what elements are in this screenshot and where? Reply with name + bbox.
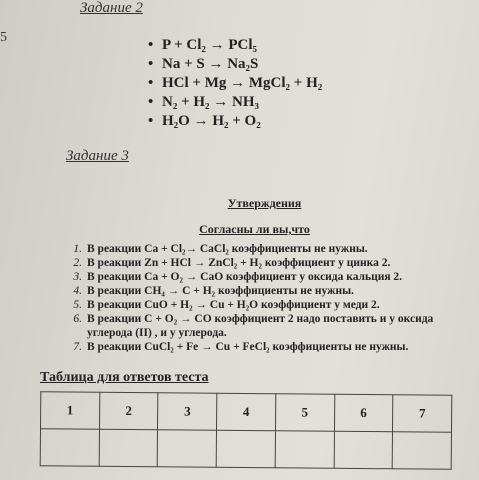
statement-text: В реакции CuO + H₂ → Cu + H₂O коэффициент у меди 2. — [87, 299, 380, 311]
answer-cell[interactable] — [99, 429, 158, 467]
answer-cell[interactable] — [216, 430, 275, 468]
bullet-icon: • — [148, 56, 154, 72]
task3-title: Задание 3 — [66, 148, 129, 164]
statement-item — [60, 256, 433, 270]
statement-text: В реакции C + O₂ → CO коэффициент 2 надо поставить и у оксида — [87, 313, 434, 325]
table-header-cell: 1 — [41, 392, 100, 430]
table-answer-row — [40, 429, 451, 470]
bullet-icon: • — [148, 37, 154, 53]
statement-continuation: углерода (II) , и у углерода. — [87, 327, 227, 339]
statement-list — [60, 242, 433, 354]
table-header-cell: 3 — [158, 393, 217, 431]
equation-item — [148, 36, 322, 55]
equation-text: H₂O → H₂ + O₂ — [162, 113, 261, 129]
equation-item — [148, 55, 322, 74]
answers-table-title: Таблица для ответов теста — [40, 370, 209, 385]
statement-item — [60, 312, 433, 326]
equation-text: Na + S → Na₂S — [162, 56, 259, 72]
statement-number: 1. — [73, 243, 82, 255]
statement-item — [60, 284, 433, 298]
table-header-cell: 2 — [99, 392, 158, 430]
statement-text: В реакции Ca + Cl₂→ CaCl₂ коэффициенты не нужны. — [87, 243, 368, 255]
statement-number: 7. — [73, 341, 82, 353]
bullet-icon: • — [148, 113, 154, 129]
equation-item — [148, 93, 322, 112]
answer-cell[interactable] — [40, 429, 99, 467]
statement-number: 2. — [73, 257, 82, 269]
answer-cell[interactable] — [275, 431, 334, 469]
statement-text: В реакции Zn + HCl → ZnCl₂ + H₂ коэффициент у цинка 2. — [87, 257, 391, 269]
table-header-cell: 7 — [393, 395, 452, 433]
answers-table — [40, 391, 453, 470]
bullet-icon: • — [148, 94, 154, 110]
task2-title: Задание 2 — [80, 0, 143, 16]
statement-item — [60, 242, 433, 256]
equation-item — [148, 74, 322, 93]
equation-text: N₂ + H₂ → NH₃ — [162, 94, 260, 110]
statement-text: В реакции CH₄ → C + H₂ коэффициенты не нужны. — [87, 285, 354, 297]
statement-number: 5. — [73, 299, 82, 311]
statement-text: В реакции Ca + O₂ → CaO коэффициент у оксида кальция 2. — [87, 271, 403, 283]
equation-item — [148, 112, 322, 131]
table-header-cell: 5 — [275, 394, 334, 432]
statement-text: В реакции CuCl₂ + Fe → Cu + FeCl₂ коэффициенты не нужны. — [87, 341, 409, 353]
statement-number: 4. — [73, 285, 82, 297]
table-header-cell: 4 — [217, 393, 276, 431]
statement-item — [60, 298, 433, 312]
table-header-row — [41, 392, 452, 433]
statement-number: 3. — [73, 271, 82, 283]
agree-title: Согласны ли вы,что — [199, 222, 310, 236]
table-header-cell: 6 — [334, 394, 393, 432]
statement-item — [60, 270, 433, 284]
equation-text: HCl + Mg → MgCl₂ + H₂ — [162, 75, 323, 91]
answer-cell[interactable] — [334, 431, 393, 469]
answer-cell[interactable] — [158, 430, 217, 468]
statement-number: 6. — [73, 313, 82, 325]
equation-text: P + Cl₂ → PCl₅ — [162, 37, 258, 53]
statement-item — [60, 340, 433, 354]
statements-title: Утверждения — [227, 196, 302, 210]
edge-mark: 5 — [0, 30, 7, 45]
bullet-icon: • — [148, 75, 154, 91]
equation-list — [148, 36, 322, 131]
answer-cell[interactable] — [392, 432, 451, 470]
